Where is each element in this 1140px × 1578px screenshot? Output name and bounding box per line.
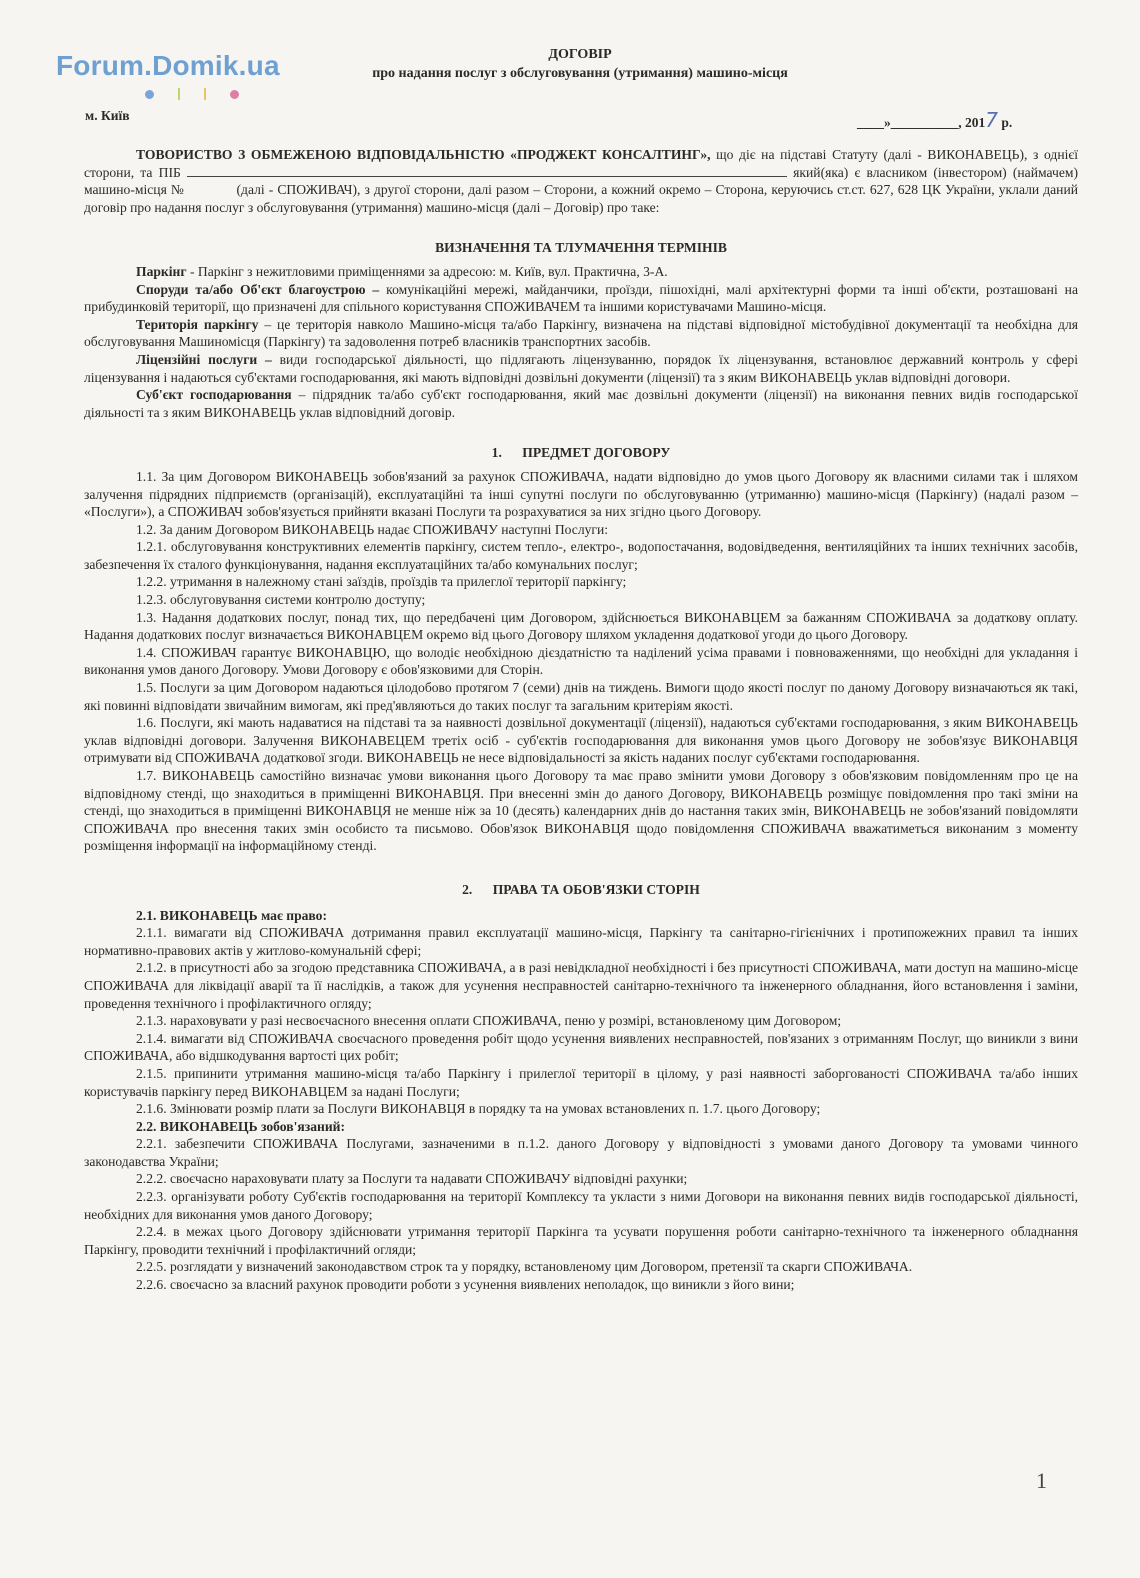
clause-paragraph: 1.1. За цим Договором ВИКОНАВЕЦЬ зобов'язаний за рахунок СПОЖИВАЧА, надати відповідно до умов цього Договору як власними силами так і шляхом залучення підрядних підприємств (організацій), експлуатаційні та інші супутні послуги по обслуговуванню (утриманню) машино-місця (Паркінгу) (надалі разом – «Послуги»), а СПОЖИВАЧ зобов'язується прийняти вказані Послуги та розрахуватися за них згідно цього Договору. bbox=[84, 468, 1078, 520]
watermark-dot-pink bbox=[230, 90, 239, 99]
clause-paragraph: 2.2.4. в межах цього Договору здійснювати утримання території Паркінга та усувати порушення роботи санітарно-технічного та інженерного обладнання Паркінгу, проводити технічний і профілактичний огляди; bbox=[84, 1224, 1078, 1257]
clause-paragraph: 1.3. Надання додаткових послуг, понад тих, що передбачені цим Договором, здійснюється ВИКОНАВЦЕМ за бажанням СПОЖИВАЧА за додаткову оплату. Надання додаткових послуг визначається ВИКОНАВЦЕМ окремо від цього Договору шляхом укладення додаткової угоди до цього Договору. bbox=[84, 609, 1078, 643]
watermark-dots bbox=[145, 88, 239, 100]
section1-heading: 1. ПРЕДМЕТ ДОГОВОРУ bbox=[491, 445, 671, 461]
date-blank: ____»__________, 201 bbox=[857, 115, 986, 130]
duties-heading: 2.2. ВИКОНАВЕЦЬ зобов'язаний: bbox=[136, 1118, 346, 1134]
definition-term: Територія паркінгу bbox=[136, 316, 259, 332]
clause-paragraph: 1.7. ВИКОНАВЕЦЬ самостійно визначає умови виконання цього Договору та має право змінити умови Договору з обов'язковим повідомленням про це на відповідному стенді, що знаходиться в приміщенні ВИКОНАВЦЯ. При внесенні змін до даного Договору, ВИКОНАВЕЦЬ розміщує повідомлення про такі зміни на стенді, що знаходиться в приміщенні ВИКОНАВЦЯ не менше ніж за 10 (десять) календарних днів до настання таких змін, ВИКОНАВЕЦЬ не зобов'язаний повідомляти СПОЖИВАЧА про внесення таких змін особисто та письмово. Обов'язок ВИКОНАВЦЯ щодо повідомлення СПОЖИВАЧА вважатиметься виконаним з моменту розміщення інформації на інформаційному стенді. bbox=[84, 768, 1078, 854]
definition-text: – це територія навколо Машино-місця та/або Паркінгу, визначена на підставі відповідної містобудівної документації та необхідна для обслуговування Машиномісця (Паркінгу) та задоволення потреб власників транспортних засобів. bbox=[84, 316, 1079, 350]
watermark-bar-yellow bbox=[204, 88, 206, 100]
contract-body bbox=[84, 146, 1078, 1294]
definitions-heading: ВИЗНАЧЕННЯ ТА ТЛУМАЧЕННЯ ТЕРМІНІВ bbox=[435, 240, 727, 256]
definition-term: Ліцензійні послуги – bbox=[136, 351, 272, 367]
clause-paragraph: 2.1.3. нараховувати у разі несвоєчасного внесення оплати СПОЖИВАЧА, пеню у розмірі, встановленому цим Договором; bbox=[136, 1013, 842, 1029]
definition-item bbox=[84, 386, 1078, 421]
document-title: ДОГОВІР bbox=[548, 47, 612, 62]
intro-text-1: що діє на підставі Статуту (далі - ВИКОНАВЕЦЬ), з однієї сторони, та ПІБ bbox=[84, 147, 1078, 180]
definition-item bbox=[84, 281, 1078, 316]
clause-paragraph: 2.1.2. в присутності або за згодою представника СПОЖИВАЧА, а в разі невідкладної необхідності і без присутності СПОЖИВАЧА, мати доступ на машино-місце СПОЖИВАЧА для ліквідації аварії та її наслідків, а також для усунення несправностей санітарно-технічного та інженерного обладнання, його встановлення і заміни, проведення технічного і профілактичного огляду; bbox=[84, 960, 1078, 1011]
company-name: ТОВОРИСТВО З ОБМЕЖЕНОЮ ВІДПОВІДАЛЬНІСТЮ «ПРОДЖЕКТ КОНСАЛТИНГ», bbox=[136, 147, 711, 162]
watermark-dot-blue bbox=[145, 90, 154, 99]
document-subtitle: про надання послуг з обслуговування (утримання) машино-місця bbox=[372, 66, 788, 81]
watermark-bar-green bbox=[178, 88, 180, 100]
clause-paragraph: 2.2.2. своєчасно нараховувати плату за Послуги та надавати СПОЖИВАЧУ відповідні рахунки; bbox=[136, 1171, 688, 1187]
definition-term: Паркінг bbox=[136, 263, 187, 279]
intro-text-3: (далі - СПОЖИВАЧ), з другої сторони, далі разом – Сторони, а кожний окремо – Сторона, керуючись ст.ст. 627, 628 ЦК України, уклали даний договір про надання послуг з обслуговування (утримання) машино-місця (далі – Договір) про таке: bbox=[84, 182, 1078, 215]
intro-paragraph bbox=[84, 146, 1078, 216]
clause-paragraph: 1.4. СПОЖИВАЧ гарантує ВИКОНАВЦЮ, що володіє необхідною дієздатністю та наділений усіма правами і повноваженнями, що необхідні для укладання і виконання умов даного Договору. Умови Договору є обов'язковими для Сторін. bbox=[84, 644, 1078, 678]
page-number: 1 bbox=[1036, 1468, 1047, 1493]
section2-heading: 2. ПРАВА ТА ОБОВ'ЯЗКИ СТОРІН bbox=[462, 881, 700, 897]
definition-text: - Паркінг з нежитловими приміщеннями за адресою: м. Київ, вул. Практична, 3-А. bbox=[186, 263, 668, 279]
clause-paragraph: 1.5. Послуги за цим Договором надаються цілодобово протягом 7 (семи) днів на тиждень. Вимоги щодо якості послуг по даному Договору визначаються як такі, які повинні відповідати звичайним вимогам, які пред'являються до таких послуг та загальним критеріям якості. bbox=[84, 680, 1078, 713]
definition-text: види господарської діяльності, що підлягають ліцензуванню, порядок їх ліцензування, встановлює державний контроль у сфері ліцензування і надаються суб'єктами господарювання, які мають відповідні дозвільні документи (ліцензії) та з яким ВИКОНАВЕЦЬ уклав відповідні договори. bbox=[84, 351, 1078, 385]
contract-date bbox=[857, 108, 1012, 132]
clause-paragraph: 2.2.6. своєчасно за власний рахунок проводити роботи з усунення виявлених неполадок, що виникли з його вини; bbox=[136, 1277, 795, 1293]
clause-paragraph: 1.2.3. обслуговування системи контролю доступу; bbox=[136, 592, 426, 608]
name-blank bbox=[187, 176, 787, 177]
contract-place: м. Київ bbox=[85, 108, 130, 123]
date-suffix: р. bbox=[997, 115, 1013, 130]
definition-term: Суб'єкт господарювання bbox=[136, 387, 292, 403]
intro-text-2: який(яка) є власником (інвестором) (наймачем) машино-місця № bbox=[84, 164, 1078, 198]
clause-paragraph: 2.1.6. Змінювати розмір плати за Послуги ВИКОНАВЦЯ в порядку та на умовах встановлених п. 1.7. цього Договору; bbox=[136, 1101, 821, 1117]
definition-item bbox=[84, 263, 1078, 281]
clause-paragraph: 1.2. За даним Договором ВИКОНАВЕЦЬ надає СПОЖИВАЧУ наступні Послуги: bbox=[136, 521, 609, 537]
definition-term: Споруди та/або Об'єкт благоустрою – bbox=[136, 281, 380, 297]
clause-paragraph: 2.2.1. забезпечити СПОЖИВАЧА Послугами, зазначеними в п.1.2. даного Договору у відповідності з умовами даного Договору та умовами чинного законодавства України; bbox=[84, 1136, 1078, 1169]
clause-paragraph: 2.2.5. розглядати у визначений законодавством строк та у порядку, встановленому цим Договором, претензії та скарги СПОЖИВАЧА. bbox=[136, 1259, 913, 1275]
clause-paragraph: 2.2.3. організувати роботу Суб'єктів господарювання на території Комплексу та укласти з ними Договори на виконання певних видів господарської діяльності, необхідних для виконання умов даного Договору; bbox=[84, 1189, 1078, 1222]
clause-paragraph: 2.1.5. припинити утримання машино-місця та/або Паркінгу і прилеглої території в цілому, у разі наявності заборгованості СПОЖИВАЧА та/або інших користувачів паркінгу перед ВИКОНАВЦЕМ за надані Послуги; bbox=[84, 1065, 1078, 1099]
watermark-logo: Forum.Domik.ua bbox=[56, 50, 280, 81]
date-handwritten-digit: 7 bbox=[985, 108, 998, 132]
definition-item bbox=[84, 351, 1078, 386]
definition-item bbox=[84, 316, 1078, 351]
rights-heading: 2.1. ВИКОНАВЕЦЬ має право: bbox=[136, 907, 328, 923]
clause-paragraph: 2.1.4. вимагати від СПОЖИВАЧА своєчасного проведення робіт щодо усунення виявлених несправностей, пов'язаних з отриманням Послуг, що виникли з вини СПОЖИВАЧА, або відшкодування вартості цих робіт; bbox=[84, 1030, 1078, 1064]
clause-paragraph: 1.6. Послуги, які мають надаватися на підставі та за наявності дозвільної документації (ліцензії), надаються суб'єктами господарювання, з яким ВИКОНАВЕЦЬ уклав відповідні договори. Залучення ВИКОНАВЕЦЕМ третіх осіб - суб'єктів господарювання для виконання умов цього Договору не зобов'язує ВИКОНАВЦЯ отримувати від СПОЖИВАЧА додаткової згоди. ВИКОНАВЕЦЬ не несе відповідальності за якість наданих послуг суб'єктами господарювання. bbox=[84, 715, 1078, 766]
definition-text: комунікаційні мережі, майданчики, проїзди, пішохідні, малі архітектурні форми та інші об'єкти, розташовані на прибудинковій території, що призначені для спільного користування СПОЖИВАЧЕМ та іншими користувачами Машино-місця. bbox=[84, 281, 1078, 315]
clause-paragraph: 1.2.1. обслуговування конструктивних елементів паркінгу, систем тепло-, електро-, водопостачання, водовідведення, вентиляційних та інших технічних засобів, забезпечення їх сталого функціонування, надання експлуатаційних та/або комунальних послуг; bbox=[84, 539, 1078, 572]
clause-paragraph: 1.2.2. утримання в належному стані заїздів, проїздів та прилеглої території паркінгу; bbox=[136, 574, 627, 590]
clause-paragraph: 2.1.1. вимагати від СПОЖИВАЧА дотримання правил експлуатації машино-місця, Паркінгу та санітарно-гігієнічних і протипожежних правил та інших нормативно-правових актів у житлово-комунальній сфері; bbox=[84, 925, 1078, 958]
definition-text: – підрядник та/або суб'єкт господарювання, який має дозвільні документи (ліцензії) на виконання певних видів господарської діяльності та з яким ВИКОНАВЕЦЬ уклав відповідний договір. bbox=[84, 387, 1078, 420]
